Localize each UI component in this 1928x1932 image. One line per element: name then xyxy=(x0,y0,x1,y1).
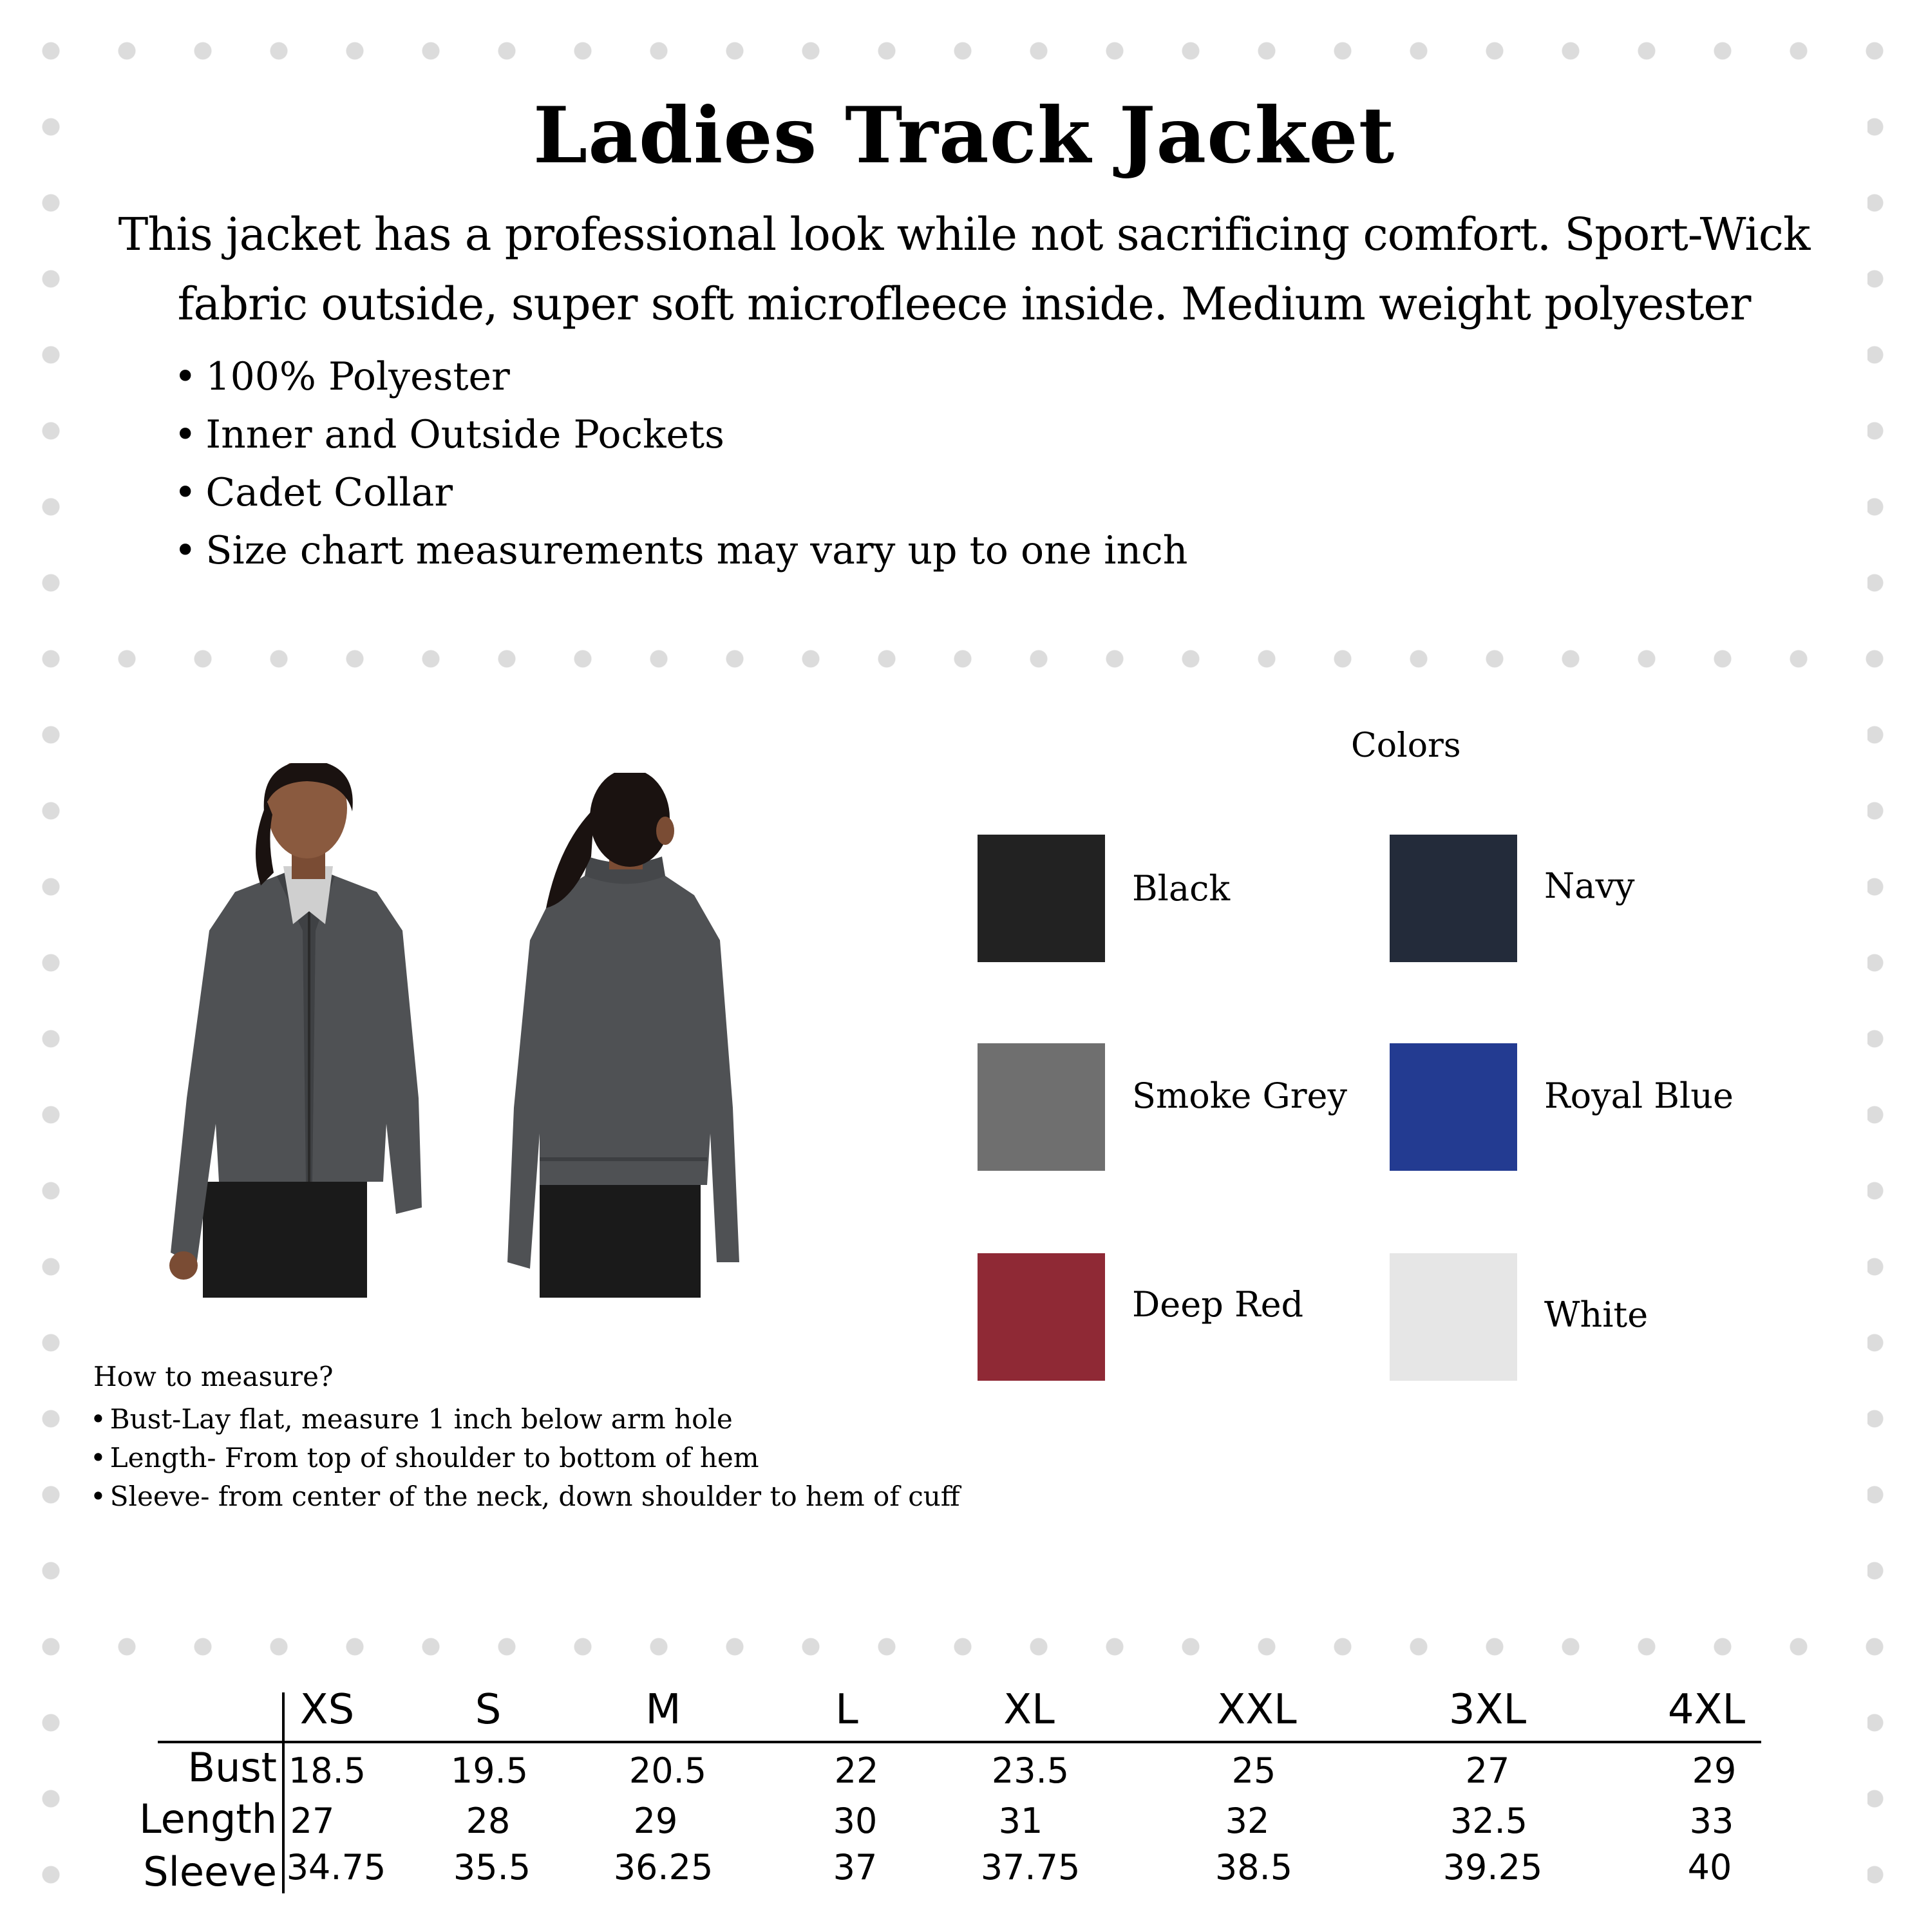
swatch-royal-blue xyxy=(1390,1043,1517,1171)
bust-xl: 23.5 xyxy=(991,1750,1070,1791)
feature-item: • 100% Polyester xyxy=(174,348,1187,406)
sleeve-xl: 37.75 xyxy=(980,1847,1081,1888)
how-to-measure xyxy=(90,1358,960,1516)
size-header-xs: XS xyxy=(299,1686,355,1734)
color-label-royal-blue: Royal Blue xyxy=(1544,1075,1734,1116)
page-title: Ladies Track Jacket xyxy=(533,90,1395,181)
color-label-white: White xyxy=(1544,1294,1649,1335)
length-s: 28 xyxy=(466,1801,511,1841)
sleeve-s: 35.5 xyxy=(453,1847,531,1888)
bust-3xl: 27 xyxy=(1465,1750,1510,1791)
feature-item: • Inner and Outside Pockets xyxy=(174,406,1187,464)
bust-xs: 18.5 xyxy=(288,1750,366,1791)
size-header-l: L xyxy=(835,1686,858,1734)
length-xl: 31 xyxy=(998,1801,1043,1841)
length-xxl: 32 xyxy=(1225,1801,1270,1841)
swatch-deep-red xyxy=(978,1253,1105,1381)
jacket-back-photo xyxy=(501,773,752,1298)
bust-xxl: 25 xyxy=(1231,1750,1276,1791)
row-label-sleeve: Sleeve xyxy=(143,1848,277,1895)
size-header-xxl: XXL xyxy=(1217,1686,1297,1734)
row-label-bust: Bust xyxy=(187,1744,277,1791)
measure-item-sleeve: • Sleeve- from center of the neck, down shoulder to hem of cuff xyxy=(90,1477,960,1516)
bust-s: 19.5 xyxy=(450,1750,529,1791)
length-3xl: 32.5 xyxy=(1450,1801,1528,1841)
length-4xl: 33 xyxy=(1689,1801,1734,1841)
sleeve-3xl: 39.25 xyxy=(1442,1847,1543,1888)
swatch-black xyxy=(978,835,1105,962)
colors-title: Colors xyxy=(1351,726,1461,765)
size-header-s: S xyxy=(475,1686,502,1734)
size-chart-panel xyxy=(64,1668,1867,1906)
swatch-white xyxy=(1390,1253,1517,1381)
length-l: 30 xyxy=(833,1801,878,1841)
sleeve-4xl: 40 xyxy=(1687,1847,1732,1888)
measure-item-length: • Length- From top of shoulder to bottom of hem xyxy=(90,1439,960,1477)
size-header-xl: XL xyxy=(1003,1686,1055,1734)
size-header-3xl: 3XL xyxy=(1448,1686,1527,1734)
size-header-4xl: 4XL xyxy=(1667,1686,1746,1734)
measure-item-bust: • Bust-Lay flat, measure 1 inch below arm hole xyxy=(90,1400,960,1439)
sleeve-m: 36.25 xyxy=(613,1847,714,1888)
swatch-navy xyxy=(1390,835,1517,962)
color-label-smoke-grey: Smoke Grey xyxy=(1132,1075,1347,1116)
size-header-m: M xyxy=(645,1686,681,1734)
product-description: This jacket has a professional look while not sacrificing comfort. Sport-Wick fabric outside, super soft microfleece inside. Medium weight polyester xyxy=(118,208,1810,330)
bust-4xl: 29 xyxy=(1692,1750,1737,1791)
color-label-black: Black xyxy=(1132,868,1231,909)
length-xs: 27 xyxy=(290,1801,335,1841)
length-m: 29 xyxy=(633,1801,678,1841)
sleeve-xxl: 38.5 xyxy=(1214,1847,1293,1888)
feature-item: • Size chart measurements may vary up to one inch xyxy=(174,522,1187,580)
measure-list xyxy=(90,1400,960,1516)
sleeve-l: 37 xyxy=(833,1847,878,1888)
swatch-smoke-grey xyxy=(978,1043,1105,1171)
color-label-navy: Navy xyxy=(1544,866,1635,906)
measure-title: How to measure? xyxy=(93,1361,334,1392)
feature-item: • Cadet Collar xyxy=(174,464,1187,522)
color-label-deep-red: Deep Red xyxy=(1132,1284,1304,1325)
bust-m: 20.5 xyxy=(628,1750,707,1791)
feature-list xyxy=(174,348,1187,580)
sleeve-xs: 34.75 xyxy=(286,1847,386,1888)
jacket-front-photo xyxy=(164,763,448,1298)
row-label-length: Length xyxy=(139,1795,277,1842)
bust-l: 22 xyxy=(834,1750,879,1791)
